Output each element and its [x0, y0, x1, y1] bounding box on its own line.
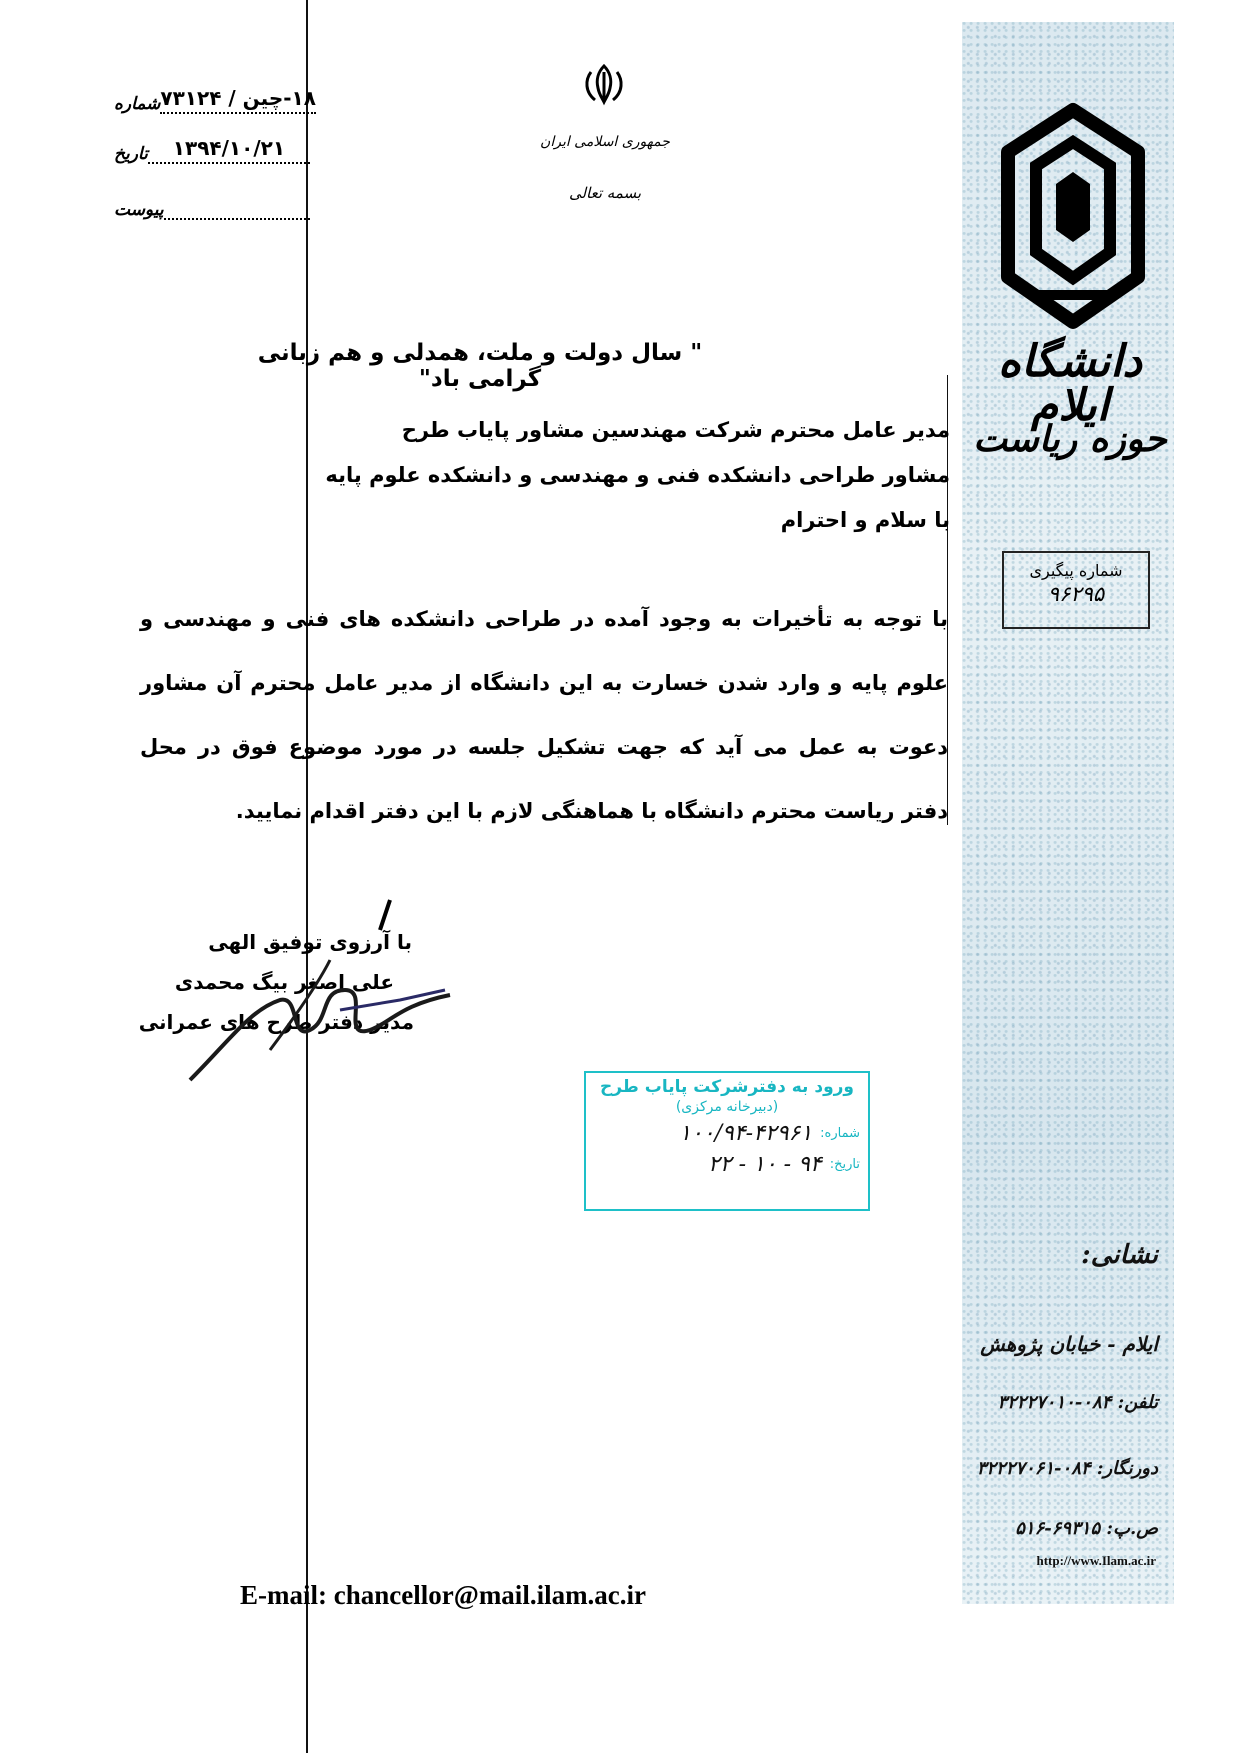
university-name: دانشگاه ایلام	[997, 336, 1143, 431]
fax-text: دورنگار: ۰۸۴-۳۲۲۲۷۰۶۱	[976, 1458, 1158, 1479]
stamp-title: ورود به دفترشرکت پایاب طرح	[599, 1077, 854, 1097]
scan-line-left	[306, 0, 308, 1753]
greeting: با سلام و احترام	[780, 508, 950, 532]
tracking-label: شماره پیگیری	[1029, 561, 1123, 580]
letter-attachment-row	[110, 190, 310, 220]
invocation-text: بسمه تعالی	[568, 184, 642, 202]
iran-emblem-icon	[581, 62, 627, 108]
signer-name: علی اصغر بیگ محمدی	[174, 970, 394, 994]
stamp-number-row	[594, 1121, 860, 1146]
stamp-date-label: تاریخ:	[829, 1157, 860, 1172]
letter-number-row	[110, 84, 316, 114]
website-url: http://www.Ilam.ac.ir	[1036, 1553, 1156, 1568]
recipient-line-1: مدیر عامل محترم شرکت مهندسین مشاور پایاب طرح	[401, 418, 950, 442]
email-footer: E-mail: chancellor@mail.ilam.ac.ir	[240, 1580, 647, 1610]
letter-date-row	[110, 134, 310, 164]
letter-date-label: تاریخ	[114, 144, 148, 164]
stamp-number-label: شماره:	[820, 1126, 860, 1141]
letter-attachment-value	[164, 192, 310, 220]
closing-phrase: با آرزوی توفیق الهی	[208, 930, 412, 954]
letter-number-value: ۱۸-چین / ۷۳۱۲۴	[160, 86, 316, 114]
stamp-subtitle: (دبیرخانه مرکزی)	[675, 1099, 779, 1115]
address-label: نشانی:	[1081, 1240, 1158, 1270]
address-text: ایلام - خیابان پژوهش	[980, 1332, 1158, 1356]
po-box-text: ص.پ: ۶۹۳۱۵-۵۱۶	[1015, 1518, 1158, 1539]
office-name: حوزه ریاست	[973, 418, 1167, 460]
phone-text: تلفن: ۰۸۴-۳۲۲۲۷۰۱۰	[997, 1392, 1158, 1413]
university-sidebar	[962, 22, 1174, 1604]
recipient-line-2: مشاور طراحی دانشکده فنی و مهندسی و دانشکده علوم پایه	[325, 463, 950, 487]
letter-body: با توجه به تأخیرات به وجود آمده در طراحی دانشکده های فنی و مهندسی و علوم پایه و وارد شدن خسارت به این دانشگاه از مدیر عامل محترم آن مشاور دعوت به عمل می آید که جهت تشکیل جلسه در مورد موضوع فوق در محل دفتر ریاست محترم دانشگاه با هماهنگی لازم با این دفتر اقدام نمایید.	[140, 607, 948, 823]
letter-number-label: شماره	[114, 94, 161, 114]
tracking-number: ۹۶۲۹۵	[1047, 582, 1105, 606]
stamp-date-value: ۹۴ - ۱۰ - ۲۲	[707, 1152, 822, 1177]
university-logo-icon	[998, 102, 1148, 332]
republic-title: جمهوری اسلامی ایران	[540, 134, 670, 150]
tracking-box	[1002, 551, 1150, 629]
letter-date-value: ۱۳۹۴/۱۰/۲۱	[148, 136, 310, 164]
stamp-number-value: ۱۰۰/۹۴-۴۲۹۶۱	[679, 1121, 813, 1146]
signer-title: مدیر دفتر طرح های عمرانی	[138, 1010, 414, 1034]
letter-attachment-label: پیوست	[114, 200, 164, 220]
handwritten-signature	[170, 890, 470, 1090]
year-motto: " سال دولت و ملت، همدلی و هم زبانی گرامی باد"	[257, 340, 703, 392]
stamp-date-row	[594, 1152, 860, 1177]
received-stamp	[584, 1071, 870, 1211]
